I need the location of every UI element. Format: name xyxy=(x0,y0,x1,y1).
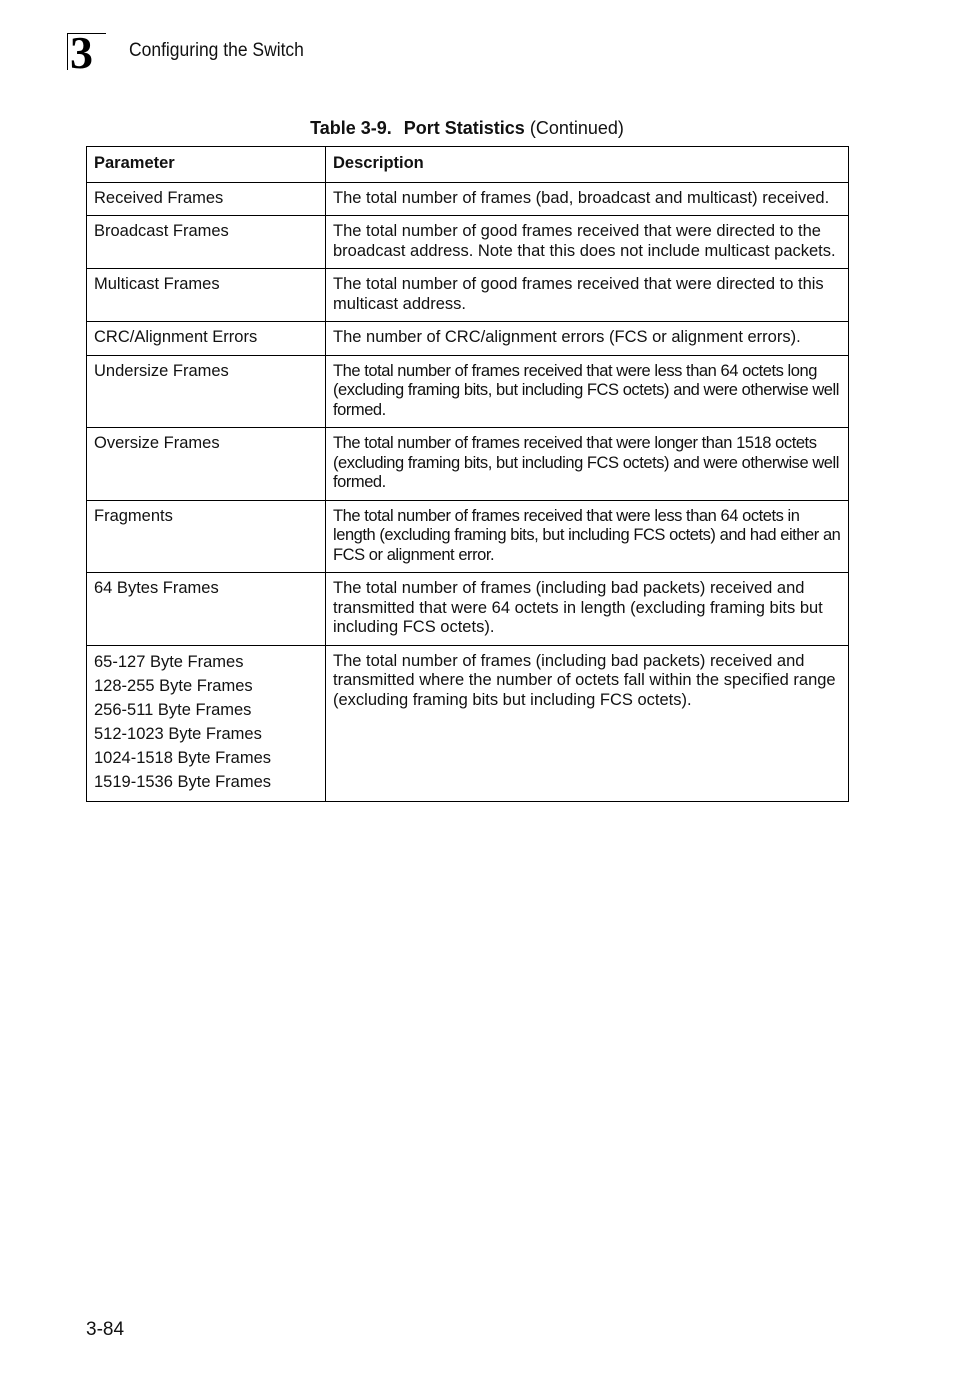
row-description: The total number of frames received that were longer than 1518 octets (excluding framing bits, but including FCS octets) and were otherwise well formed. xyxy=(326,428,849,501)
row-description: The total number of good frames received that were directed to this multicast address. xyxy=(326,269,849,322)
table-caption xyxy=(0,117,934,139)
row-parameter: Fragments xyxy=(87,500,326,573)
row-parameter: CRC/Alignment Errors xyxy=(87,322,326,356)
row-parameter: Broadcast Frames xyxy=(87,216,326,269)
parameter-list-item: 65-127 Byte Frames xyxy=(94,652,244,671)
table-row xyxy=(87,428,849,501)
parameter-list-item: 256-511 Byte Frames xyxy=(94,700,252,719)
page-number: 3-84 xyxy=(86,1319,125,1340)
row-parameter: Received Frames xyxy=(87,182,326,216)
row-description: The total number of frames (including bad packets) received and transmitted that were 64 octets in length (excluding framing bits but including FCS octets). xyxy=(326,573,849,646)
table-row xyxy=(87,573,849,646)
parameter-list-item: 512-1023 Byte Frames xyxy=(94,724,262,743)
parameter-list-item: 128-255 Byte Frames xyxy=(94,676,253,695)
table-caption-name: Port Statistics xyxy=(403,118,525,138)
parameter-list-item: 1519-1536 Byte Frames xyxy=(94,772,272,791)
table-row xyxy=(87,322,849,356)
row-description: The total number of frames received that were less than 64 octets in length (excluding framing bits, but including FCS octets) and had either an FCS or alignment error. xyxy=(326,500,849,573)
column-header-parameter: Parameter xyxy=(87,147,326,183)
table-caption-number: Table 3-9. xyxy=(310,118,392,138)
table-row xyxy=(87,500,849,573)
row-description: The total number of frames (including bad packets) received and transmitted where the number of octets fall within the specified range (excluding framing bits but including FCS octets). xyxy=(326,645,849,801)
row-parameter: Multicast Frames xyxy=(87,269,326,322)
row-description: The total number of frames (bad, broadcast and multicast) received. xyxy=(326,182,849,216)
port-statistics-table xyxy=(86,146,849,802)
row-parameter: Oversize Frames xyxy=(87,428,326,501)
row-description: The total number of good frames received that were directed to the broadcast address. Note that this does not include multicast packets. xyxy=(326,216,849,269)
chapter-number: 3 xyxy=(70,27,93,78)
row-parameter: 64 Bytes Frames xyxy=(87,573,326,646)
table-header-row xyxy=(87,147,849,183)
running-header-title: Configuring the Switch xyxy=(129,40,304,61)
table-row xyxy=(87,269,849,322)
row-description: The total number of frames received that were less than 64 octets long (excluding framing bits, but including FCS octets) and were otherwise well formed. xyxy=(326,355,849,428)
row-description: The number of CRC/alignment errors (FCS or alignment errors). xyxy=(326,322,849,356)
table-caption-suffix: (Continued) xyxy=(529,118,624,138)
table-row xyxy=(87,355,849,428)
table-row xyxy=(87,182,849,216)
parameter-list-item: 1024-1518 Byte Frames xyxy=(94,748,272,767)
row-parameter-list xyxy=(87,645,326,801)
table-row xyxy=(87,645,849,801)
column-header-description: Description xyxy=(326,147,849,183)
table-row xyxy=(87,216,849,269)
row-parameter: Undersize Frames xyxy=(87,355,326,428)
